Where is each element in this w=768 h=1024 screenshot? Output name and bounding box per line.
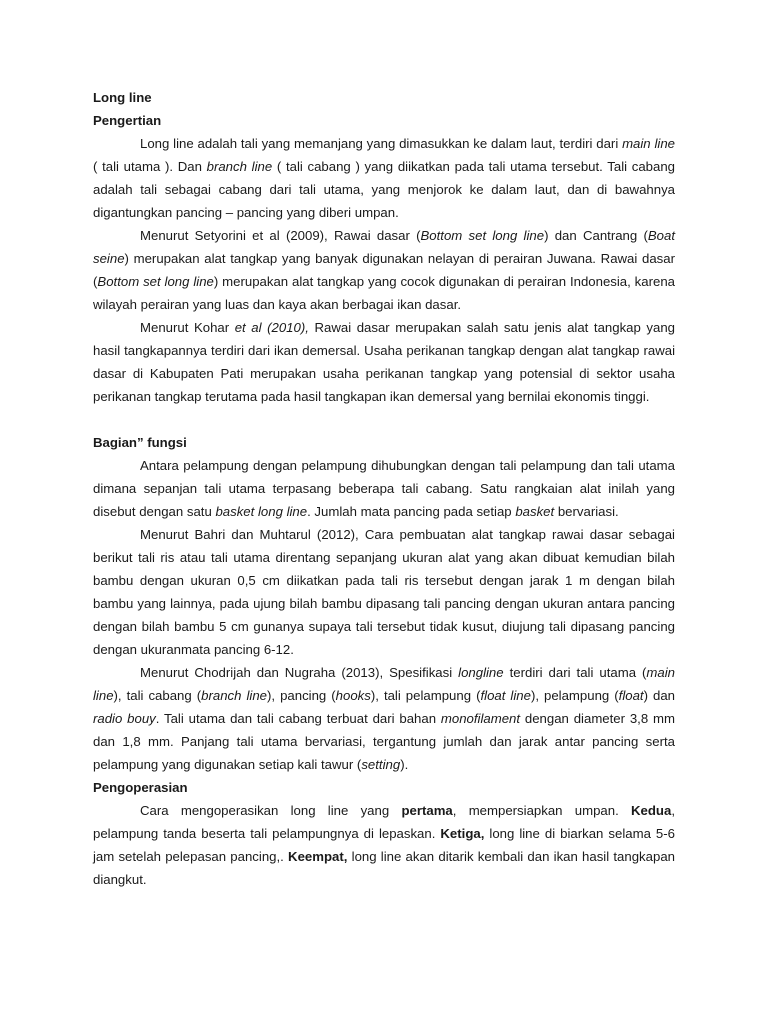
text-run: Menurut Bahri dan Muhtarul (2012), Cara pembuatan alat tangkap rawai dasar sebagai berikut tali ris atau tali utama direntang sepanjang ukuran alat yang akan dibuat kemudian bilah bambu dengan ukuran 0,5 cm diikatkan pada tali ris tersebut dengan jarak 1 m dengan bilah bambu yang lainnya, pada ujung bilah bambu dipasang tali pancing dengan ukuran antara pancing dengan bilah bambu 5 cm gunanya supaya tali tersebut tidak kusut, diujung tali dipasang pancing dengan ukuranmata pancing 6-12. xyxy=(93,527,675,657)
text-run: ) dan xyxy=(643,688,676,703)
paragraph xyxy=(93,224,675,316)
text-run: ) merupakan alat tangkap yang banyak digunakan nelayan di perairan Juwana. Rawai dasar ( xyxy=(93,251,675,289)
italic-text: Boat seine xyxy=(93,228,675,266)
italic-text: et al (2010), xyxy=(234,320,309,335)
bold-text: Kedua xyxy=(631,803,672,818)
text-run: ), pelampung ( xyxy=(530,688,619,703)
paragraph xyxy=(93,523,675,661)
italic-text: longline xyxy=(458,665,504,680)
italic-text: setting xyxy=(361,757,401,772)
section-spacer xyxy=(93,408,675,431)
italic-text: branch line xyxy=(206,159,273,174)
paragraph xyxy=(93,316,675,408)
paragraph xyxy=(93,454,675,523)
text-run: Cara mengoperasikan long line yang xyxy=(140,803,402,818)
bold-text: Ketiga, xyxy=(440,826,485,841)
text-run: ( tali utama ). Dan xyxy=(93,159,207,174)
text-run: terdiri dari tali utama ( xyxy=(503,665,647,680)
document-body xyxy=(93,109,675,891)
text-run: , pelampung tanda beserta tali pelampungnya di lepaskan. xyxy=(93,803,675,841)
text-run: ). xyxy=(400,757,409,772)
bold-text: Keempat, xyxy=(288,849,348,864)
text-run: ) merupakan alat tangkap yang cocok digunakan di perairan Indonesia, karena wilayah perairan yang luas dan kaya akan berbagai ikan dasar. xyxy=(93,274,676,312)
italic-text: basket long line xyxy=(215,504,308,519)
text-run: bervariasi. xyxy=(554,504,619,519)
text-run: Antara pelampung dengan pelampung dihubungkan dengan tali pelampung dan tali utama dimana sepanjan tali utama terpasang beberapa tali cabang. Satu rangkaian alat inilah yang disebut dengan satu xyxy=(93,458,675,519)
italic-text: Bottom set long line xyxy=(97,274,214,289)
italic-text: branch line xyxy=(201,688,267,703)
text-run: Long line adalah tali yang memanjang yang dimasukkan ke dalam laut, terdiri dari xyxy=(140,136,623,151)
text-run: . Tali utama dan tali cabang terbuat dari bahan xyxy=(155,711,441,726)
italic-text: basket xyxy=(515,504,555,519)
text-run: Menurut Chodrijah dan Nugraha (2013), Spesifikasi xyxy=(140,665,459,680)
section-heading: Bagian” fungsi xyxy=(93,435,187,450)
italic-text: float line xyxy=(480,688,531,703)
text-run: , mempersiapkan umpan. xyxy=(452,803,632,818)
text-run: ), tali cabang ( xyxy=(113,688,202,703)
italic-text: main line xyxy=(93,665,675,703)
italic-text: hooks xyxy=(335,688,371,703)
paragraph xyxy=(93,661,675,776)
text-run: Menurut Setyorini et al (2009), Rawai dasar ( xyxy=(140,228,421,243)
italic-text: Bottom set long line xyxy=(420,228,545,243)
text-run: Menurut Kohar xyxy=(140,320,235,335)
bold-text: pertama xyxy=(401,803,453,818)
text-run: . Jumlah mata pancing pada setiap xyxy=(307,504,516,519)
text-run: ) dan Cantrang ( xyxy=(544,228,648,243)
paragraph xyxy=(93,799,675,891)
document-title: Long line xyxy=(93,90,152,105)
section-heading: Pengoperasian xyxy=(93,780,188,795)
text-run: long line akan ditarik kembali dan ikan hasil tangkapan diangkut. xyxy=(93,849,675,887)
text-run: ), pancing ( xyxy=(267,688,336,703)
paragraph xyxy=(93,132,675,224)
italic-text: main line xyxy=(622,136,675,151)
text-run: long line di biarkan selama 5-6 jam setelah pelepasan pancing,. xyxy=(93,826,675,864)
italic-text: float xyxy=(618,688,644,703)
text-run: dengan diameter 3,8 mm dan 1,8 mm. Panjang tali utama bervariasi, tergantung jumlah dan jarak antar pancing serta pelampung yang digunakan setiap kali tawur ( xyxy=(93,711,675,772)
italic-text: monofilament xyxy=(440,711,521,726)
text-run: ( tali cabang ) yang diikatkan pada tali utama tersebut. Tali cabang adalah tali sebagai cabang dari tali utama, yang menjorok ke dalam laut, dan di bawahnya digantungkan pancing – pancing yang diberi umpan. xyxy=(93,159,676,220)
text-run: ), tali pelampung ( xyxy=(370,688,481,703)
text-run: Rawai dasar merupakan salah satu jenis alat tangkap yang hasil tangkapannya terdiri dari ikan demersal. Usaha perikanan tangkap dengan alat tangkap rawai dasar di Kabupaten Pati merupakan usaha perikanan tangkap yang potensial di sektor usaha perikanan tangkap terutama pada hasil tangkapan ikan demersal yang bernilai ekonomis tinggi. xyxy=(93,320,675,404)
section-heading: Pengertian xyxy=(93,113,162,128)
italic-text: radio bouy xyxy=(93,711,156,726)
